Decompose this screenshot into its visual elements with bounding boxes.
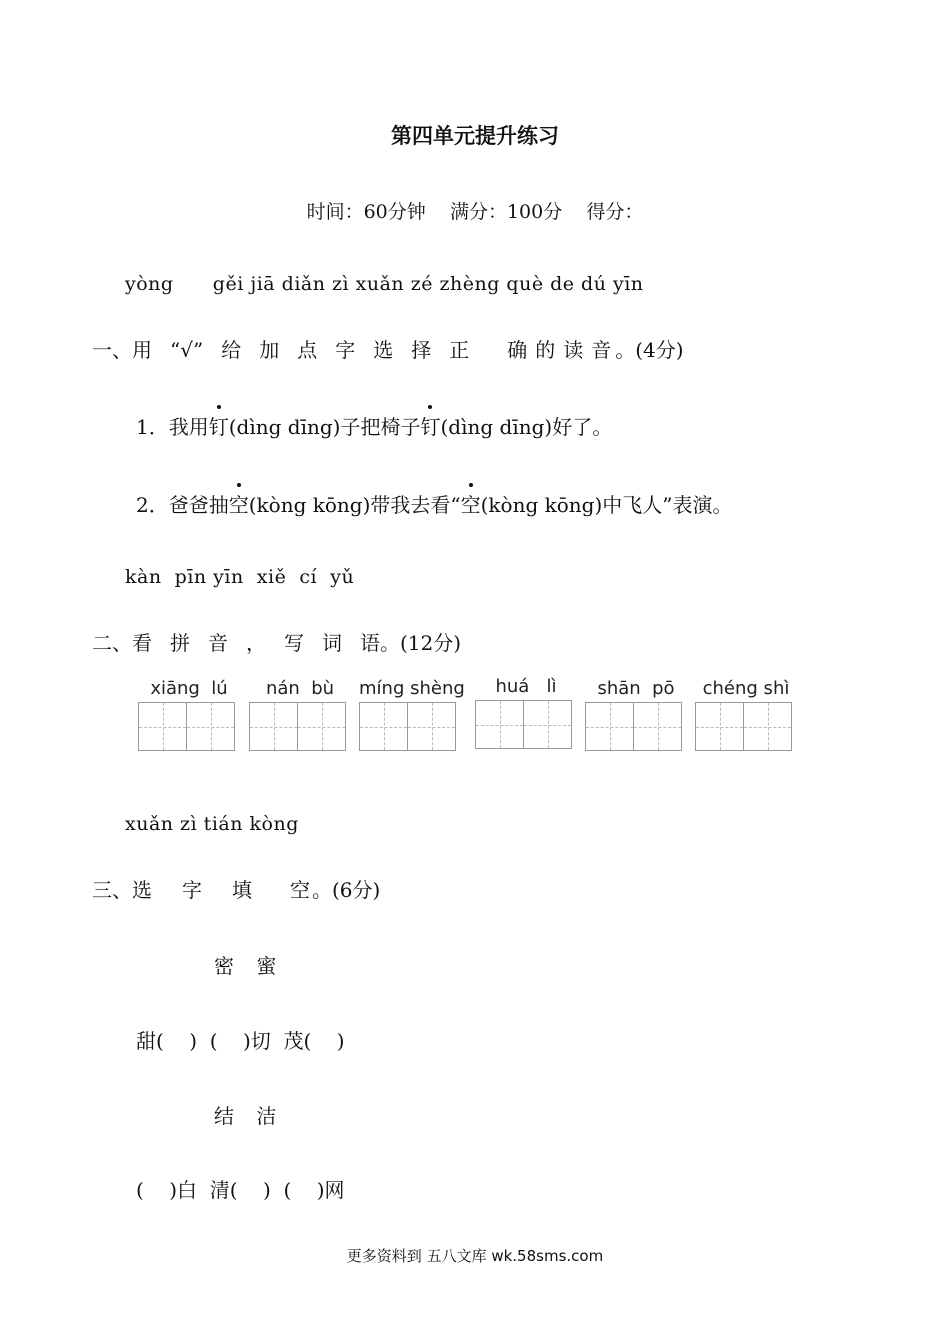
heading-word: 拼 <box>170 631 190 655</box>
heading-word: 词 <box>322 631 342 655</box>
q2-options-1[interactable]: (kòng kōng) <box>248 493 371 517</box>
writing-box[interactable] <box>186 702 235 751</box>
writing-box[interactable] <box>523 700 572 749</box>
writing-box[interactable] <box>475 700 524 749</box>
writing-box[interactable] <box>407 702 456 751</box>
q1-options-1[interactable]: (dìng dīng) <box>228 415 341 439</box>
page-title: 第四单元提升练习 <box>391 123 559 148</box>
question-2 <box>136 489 733 518</box>
heading-word: 字 <box>182 878 202 902</box>
heading-word: 空 <box>290 878 310 902</box>
heading-word: 写 <box>284 631 304 655</box>
q1-options-2[interactable]: (dìng dīng) <box>440 415 553 439</box>
writing-box[interactable] <box>359 702 408 751</box>
section1-pinyin: yòng gěi jiā diǎn zì xuǎn zé zhèng què de dú yīn <box>125 273 644 295</box>
fill-blank-row-2[interactable]: ( )白 清( ) ( )网 <box>136 1178 345 1202</box>
writing-box[interactable] <box>743 702 792 751</box>
q1-dotted-char-1: 钉 <box>209 411 229 440</box>
writing-box[interactable] <box>633 702 682 751</box>
heading-word: 给 <box>221 338 242 362</box>
word-pinyin: shān pō <box>597 678 675 699</box>
q2-options-2[interactable]: (kòng kōng) <box>480 493 603 517</box>
heading-word: 的 <box>535 338 556 362</box>
q2-mid: 带我去看“ <box>370 493 461 517</box>
heading-word: 择 <box>411 338 432 362</box>
heading-word: 选 <box>373 338 394 362</box>
heading-word: 语。(12分) <box>360 631 462 655</box>
q1-dotted-char-2: 钉 <box>420 411 440 440</box>
heading-word: 正 <box>449 338 470 362</box>
heading-word: 字 <box>335 338 356 362</box>
heading-word: 读 <box>563 338 584 362</box>
choice-chars-2: 结 洁 <box>214 1104 285 1128</box>
word-pinyin: huá lì <box>495 676 557 697</box>
word-pinyin: míng shèng <box>359 678 465 699</box>
word-pinyin: chéng shì <box>702 678 790 699</box>
q1-suffix: 好了。 <box>552 415 613 439</box>
heading-word: 确 <box>507 338 528 362</box>
q2-dotted-char-1: 空 <box>229 489 249 518</box>
heading-word: 一、用 <box>92 338 152 362</box>
word-pinyin: nán bù <box>265 678 335 699</box>
time-info: 时间：60分钟 <box>306 201 426 223</box>
heading-word: “√” <box>170 338 204 362</box>
full-score-info: 满分：100分 <box>449 201 563 223</box>
section2-pinyin: kàn pīn yīn xiě cí yǔ <box>125 566 355 588</box>
writing-box[interactable] <box>138 702 187 751</box>
q2-suffix: 中飞人”表演。 <box>602 493 733 517</box>
section3-pinyin: xuǎn zì tián kòng <box>125 813 299 835</box>
section2-heading <box>92 627 461 656</box>
q1-mid: 子把椅子 <box>340 415 421 439</box>
writing-box[interactable] <box>249 702 298 751</box>
choice-chars-1: 密 蜜 <box>214 954 285 978</box>
section1-heading <box>92 334 684 363</box>
heading-word: 填 <box>232 878 252 902</box>
question-1 <box>136 411 612 440</box>
q1-prefix: 1．我用 <box>136 415 209 439</box>
heading-word: 音 <box>591 338 612 362</box>
fill-blank-row-1[interactable]: 甜( ) ( )切 茂( ) <box>136 1029 345 1053</box>
heading-word: 加 <box>259 338 280 362</box>
writing-box[interactable] <box>585 702 634 751</box>
heading-word: 。(6分) <box>312 878 381 902</box>
q2-dotted-char-2: 空 <box>461 489 481 518</box>
heading-word: 三、选 <box>92 878 152 902</box>
word-pinyin: xiāng lú <box>150 678 228 699</box>
writing-box[interactable] <box>695 702 744 751</box>
exam-info <box>0 197 950 224</box>
section3-heading <box>92 874 380 903</box>
score-info: 得分： <box>586 201 644 223</box>
heading-word: 音 <box>208 631 228 655</box>
heading-word: 二、看 <box>92 631 152 655</box>
heading-word: 点 <box>297 338 318 362</box>
heading-word: ， <box>246 631 266 655</box>
heading-word: 。(4分) <box>615 338 684 362</box>
q2-prefix: 2．爸爸抽 <box>136 493 229 517</box>
footer-note: 更多资料到 五八文库 wk.58sms.com <box>346 1247 604 1265</box>
writing-box[interactable] <box>297 702 346 751</box>
